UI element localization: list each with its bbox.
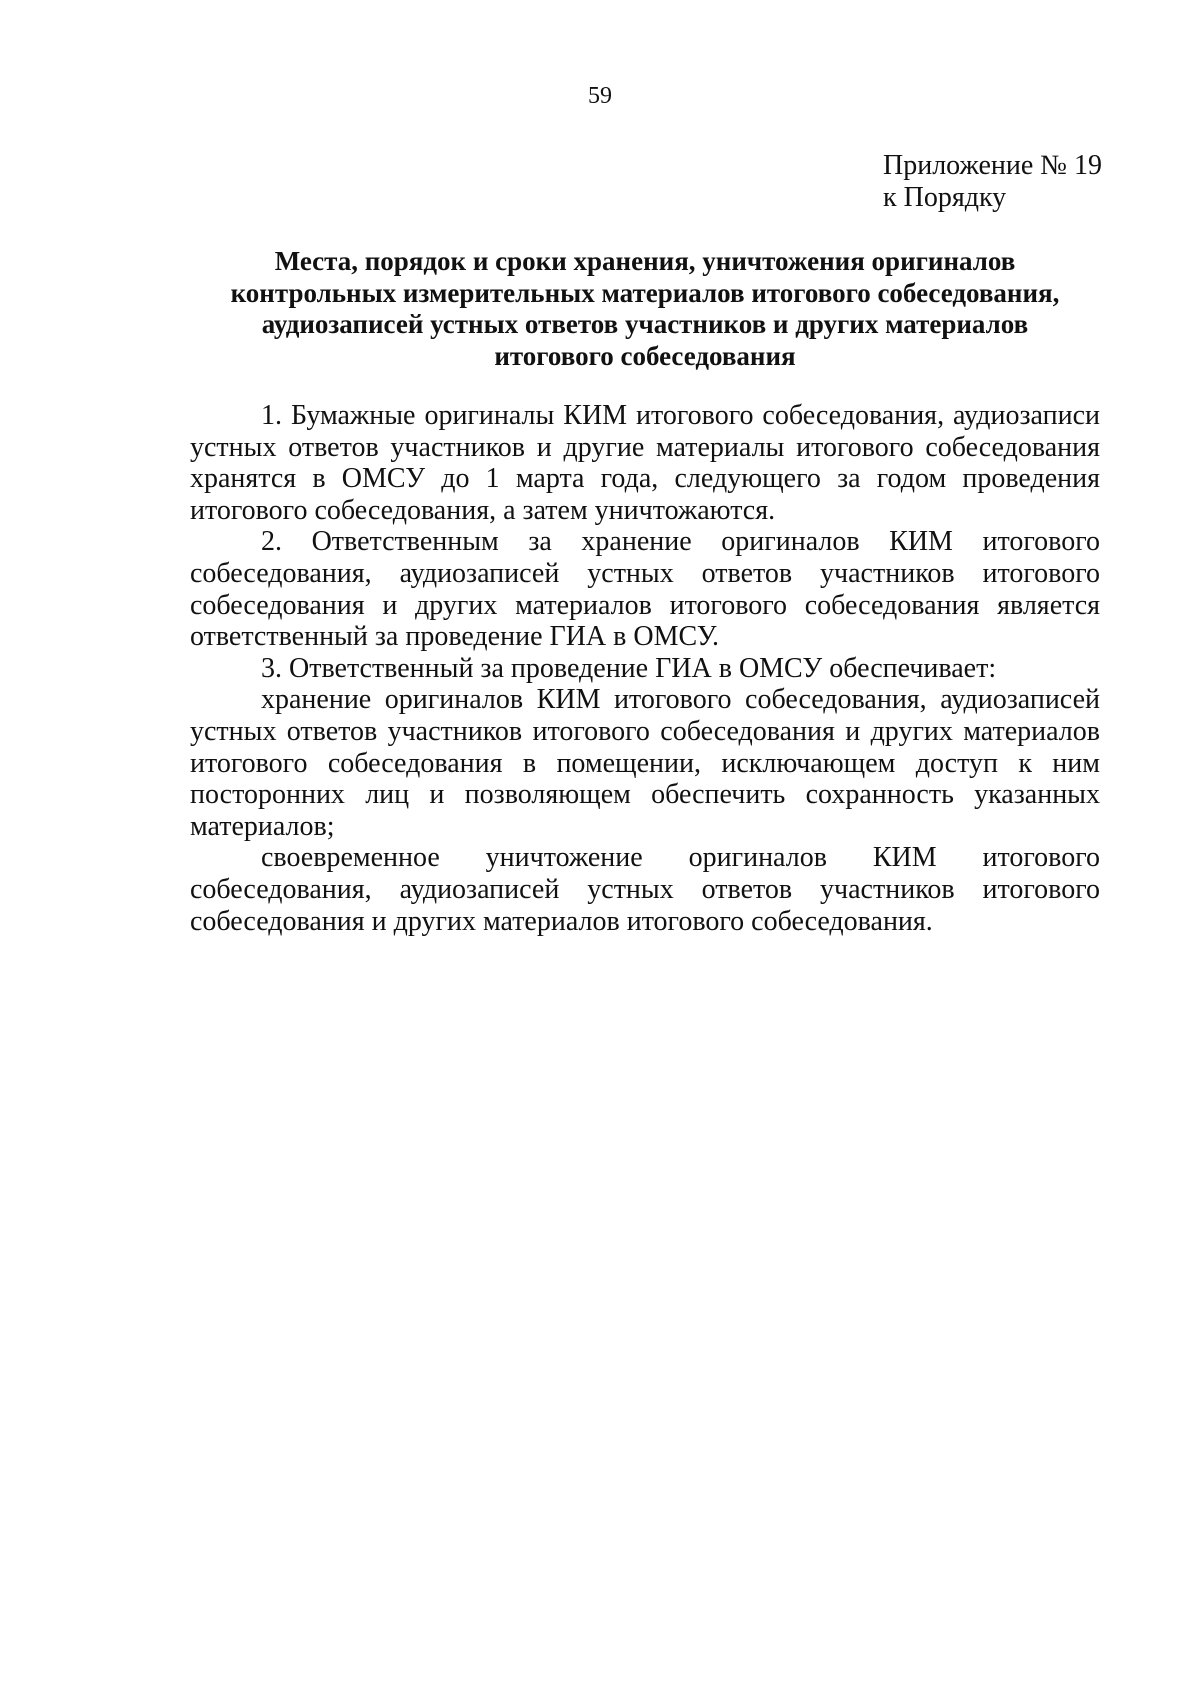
appendix-reference (883, 150, 1102, 214)
title-line: аудиозаписей устных ответов участников и других материалов (261, 309, 1029, 339)
paragraph-destruction-requirement: своевременное уничтожение оригиналов КИМ итогового собеседования, аудиозаписей устных ответов участников итогового собеседования и других материалов итогового собеседования. (190, 842, 1100, 937)
title-line: контрольных измерительных материалов итогового собеседования, (230, 277, 1060, 308)
title-line: Места, порядок и сроки хранения, уничтожения оригиналов (274, 246, 1016, 276)
appendix-number: Приложение № 19 (883, 150, 1102, 181)
page-number: 59 (588, 83, 612, 109)
appendix-order-reference: к Порядку (883, 182, 1007, 213)
title-line: итогового собеседования (494, 340, 796, 371)
document-body (190, 400, 1100, 937)
paragraph-storage-period: 1. Бумажные оригиналы КИМ итогового собеседования, аудиозаписи устных ответов участников и другие материалы итогового собеседования хранятся в ОМСУ до 1 марта года, следующего за годом проведения итогового собеседования, а затем уничтожаются. (190, 400, 1100, 526)
paragraph-storage-requirement: хранение оригиналов КИМ итогового собеседования, аудиозаписей устных ответов участников итогового собеседования и других материалов итогового собеседования в помещении, исключающем доступ к ним посторонних лиц и позволяющем обеспечить сохранность указанных материалов; (190, 684, 1100, 842)
paragraph-responsible-person: 2. Ответственным за хранение оригиналов КИМ итогового собеседования, аудиозаписей устных ответов участников итогового собеседования и других материалов итогового собеседования является ответственный за проведение ГИА в ОМСУ. (190, 526, 1100, 653)
paragraph-responsibilities-intro: 3. Ответственный за проведение ГИА в ОМСУ обеспечивает: (261, 652, 997, 684)
document-title (190, 246, 1100, 372)
